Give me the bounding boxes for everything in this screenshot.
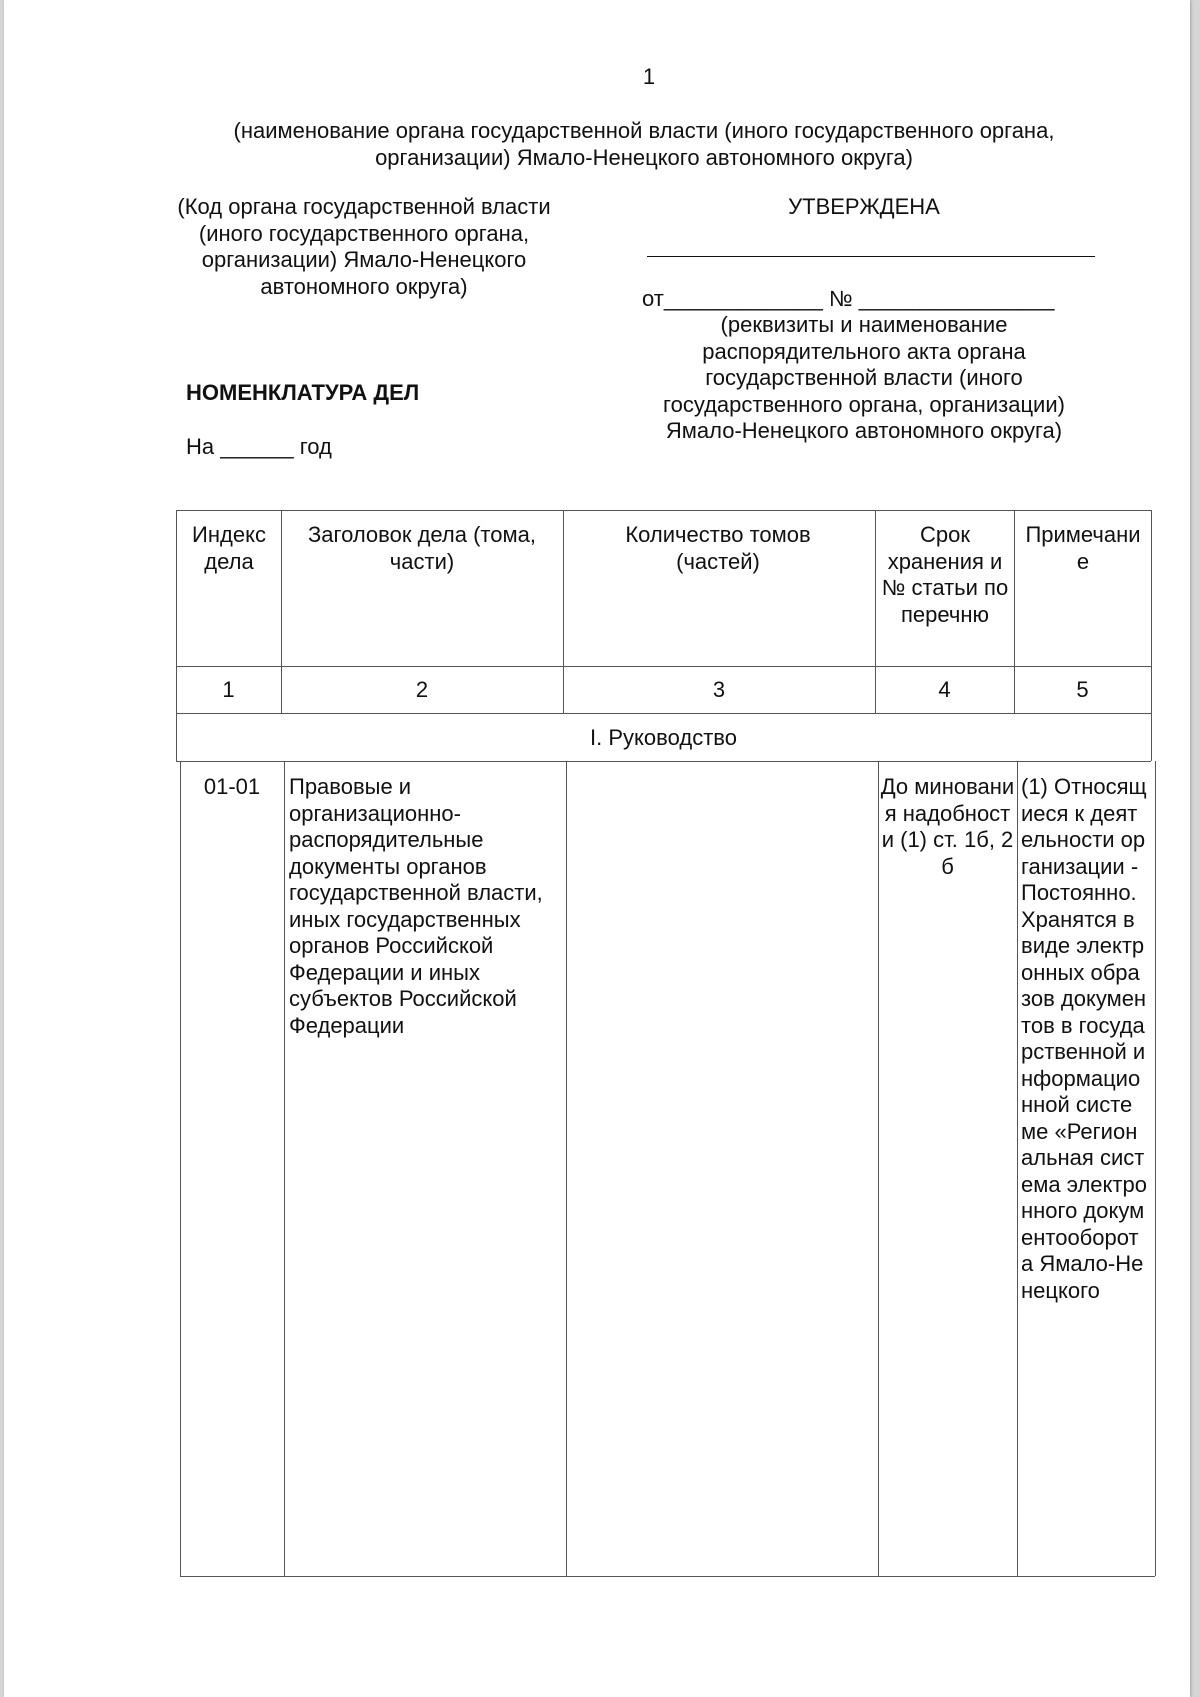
table-rule — [176, 761, 1151, 762]
column-number: 3 — [712, 677, 726, 702]
table-col-rule — [1017, 761, 1018, 1576]
column-number: 4 — [938, 677, 951, 702]
row-index: 01-01 — [203, 774, 261, 799]
section-title: I. Руководство — [590, 725, 737, 750]
table-rule — [176, 666, 1151, 667]
column-number: 5 — [1076, 677, 1089, 702]
org-name-caption: (наименование органа государственной власти (иного государственного органа, организации) Ямало-Ненецкого автономного округа) — [233, 118, 1055, 170]
column-header-note: Примечание — [1025, 522, 1141, 574]
row-retention: До минования надобности (1) ст. 1б, 2б — [880, 774, 1015, 879]
column-number: 1 — [222, 677, 235, 702]
column-header-index: Индекс дела — [192, 522, 266, 574]
signature-line — [647, 256, 1095, 257]
column-number: 2 — [415, 677, 429, 702]
org-code-caption: (Код органа государственной власти (иного государственного органа, организации) Ямало-Ненецкого автономного округа) — [177, 194, 551, 299]
table-border-right — [1155, 761, 1156, 1576]
table-rule — [176, 713, 1151, 714]
row-note: (1) Относящиеся к деятельности организации - Постоянно. Хранятся в виде электронных образов документов в государственной информационной системе «Региональная система электронного документооборота Ямало-Ненецкого — [1021, 774, 1147, 1303]
column-header-retention: Срок хранения и № статьи по перечню — [881, 522, 1009, 627]
approved-title: УТВЕРЖДЕНА — [788, 194, 940, 219]
year-row: На ______ год — [186, 434, 332, 459]
row-title: Правовые и организационно-распорядительные документы органов государственной власти, иных государственных органов Российской Федерации и иных субъектов Российской Федерации — [289, 774, 543, 1038]
column-header-volumes: Количество томов (частей) — [625, 522, 811, 574]
table-border-right — [1151, 510, 1152, 761]
page-number: 1 — [642, 64, 656, 89]
table-col-rule — [284, 761, 285, 1576]
approved-date-number-row: от_____________ № ________________ — [642, 286, 1055, 311]
column-header-title: Заголовок дела (тома, части) — [308, 522, 536, 574]
table-border-left — [180, 761, 181, 1576]
approved-requisites-caption: (реквизиты и наименование распорядительного акта органа государственной власти (иного государственного органа, организации) Ямало-Ненецкого автономного округа) — [663, 312, 1065, 443]
table-border-left — [176, 510, 177, 761]
document-page — [4, 0, 1190, 1697]
document-title: НОМЕНКЛАТУРА ДЕЛ — [186, 380, 420, 405]
table-col-rule — [566, 761, 567, 1576]
table-col-rule — [878, 761, 879, 1576]
table-border-bottom — [180, 1576, 1155, 1577]
table-border-top — [176, 510, 1151, 511]
